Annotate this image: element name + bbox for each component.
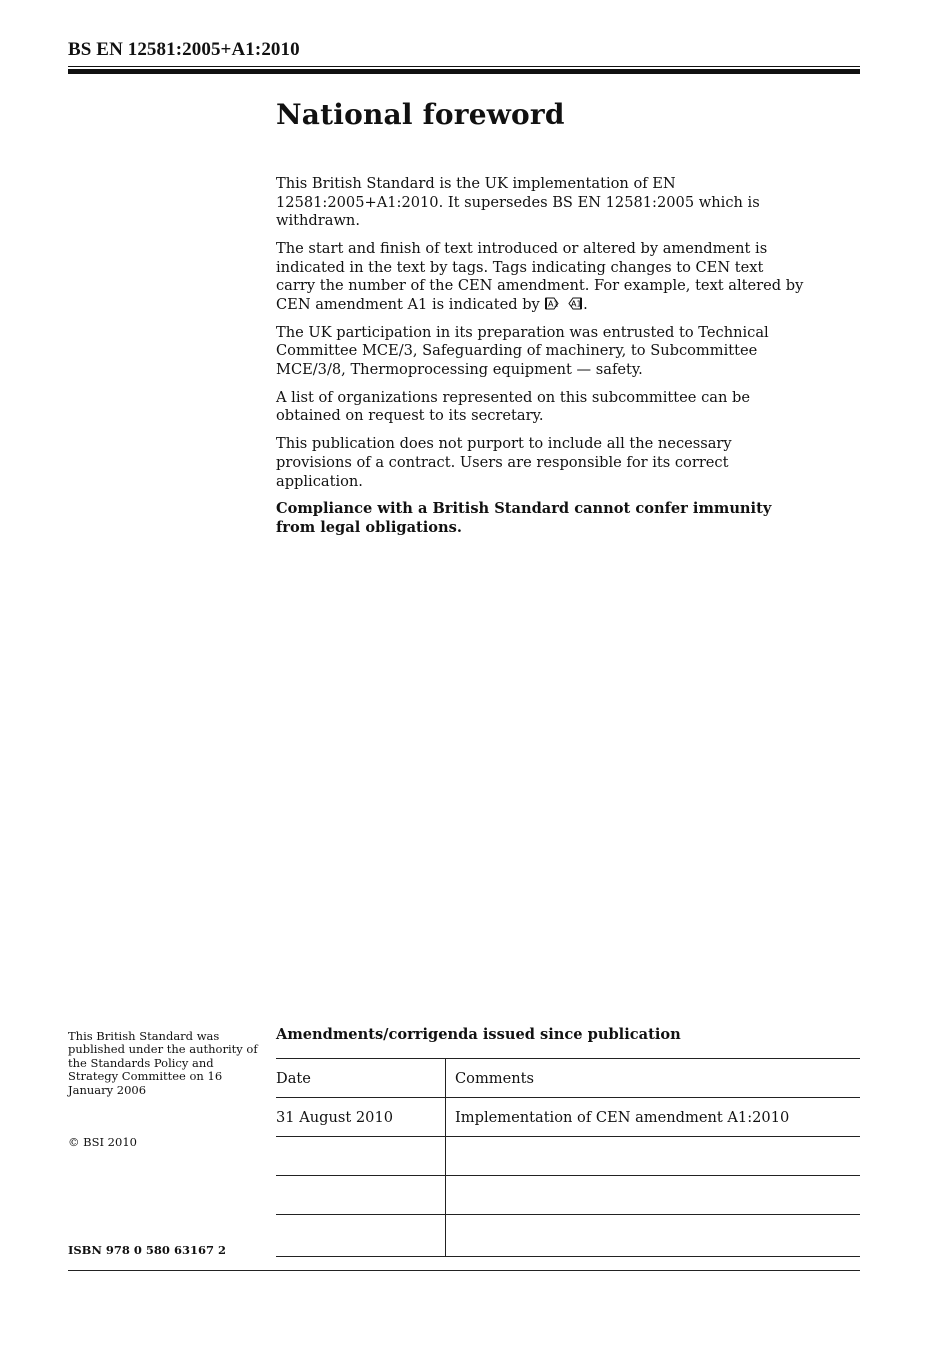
paragraph-organizations: A list of organizations represented on this subcommittee can be obtained on request to its secretary. xyxy=(276,388,750,425)
amendments-table xyxy=(276,1058,860,1257)
table-cell-date xyxy=(276,1176,446,1215)
table-row xyxy=(276,1098,860,1137)
amendment-tags-period: . xyxy=(583,295,588,313)
publication-authority-note: This British Standard was published under the authority of the Standards Policy and Strategy Committee on 16 January 2006 xyxy=(68,1029,258,1097)
svg-text:A1: A1 xyxy=(571,299,582,309)
amendment-end-tag-icon xyxy=(567,297,582,310)
table-header-row xyxy=(276,1059,860,1098)
header-rule-thick xyxy=(68,69,860,74)
table-cell-comments xyxy=(446,1176,861,1215)
amendment-start-tag-icon xyxy=(545,297,560,310)
svg-text:A1: A1 xyxy=(548,299,560,309)
document-code: BS EN 12581:2005+A1:2010 xyxy=(68,39,300,60)
table-cell-comments: Implementation of CEN amendment A1:2010 xyxy=(446,1098,861,1137)
foreword-body xyxy=(276,175,806,547)
column-header-comments: Comments xyxy=(446,1059,861,1098)
copyright-notice: © BSI 2010 xyxy=(68,1135,137,1149)
paragraph-compliance: Compliance with a British Standard cannot confer immunity from legal obligations. xyxy=(276,500,772,536)
table-cell-date xyxy=(276,1215,446,1257)
header-rule-thin xyxy=(68,66,860,67)
table-cell-date xyxy=(276,1137,446,1176)
table-row xyxy=(276,1137,860,1176)
paragraph-amendment-tags xyxy=(276,240,806,314)
amendment-tags-text: The start and finish of text introduced or altered by amendment is indicated in the text by tags. Tags indicating changes to CEN text carry the number of the CEN amendment. For example, text altered by CEN amendment A1 is indicated by xyxy=(276,240,804,313)
paragraph-committee: The UK participation in its preparation was entrusted to Technical Committee MCE/3, Safeguarding of machinery, to Subcommittee MCE/3/8, Thermoprocessing equipment — safety. xyxy=(276,323,769,378)
paragraph-implementation: This British Standard is the UK implementation of EN 12581:2005+A1:2010. It supersedes BS EN 12581:2005 which is withdrawn. xyxy=(276,175,760,230)
table-row xyxy=(276,1215,860,1257)
table-row xyxy=(276,1176,860,1215)
table-cell-comments xyxy=(446,1215,861,1257)
table-cell-comments xyxy=(446,1137,861,1176)
amendments-heading: Amendments/corrigenda issued since publication xyxy=(276,1026,681,1043)
isbn: ISBN 978 0 580 63167 2 xyxy=(68,1243,226,1257)
column-header-date: Date xyxy=(276,1059,446,1098)
paragraph-contract: This publication does not purport to include all the necessary provisions of a contract. Users are responsible for its correct application. xyxy=(276,435,732,490)
footer-rule xyxy=(68,1270,860,1271)
page-title: National foreword xyxy=(276,98,565,131)
table-cell-date: 31 August 2010 xyxy=(276,1098,446,1137)
